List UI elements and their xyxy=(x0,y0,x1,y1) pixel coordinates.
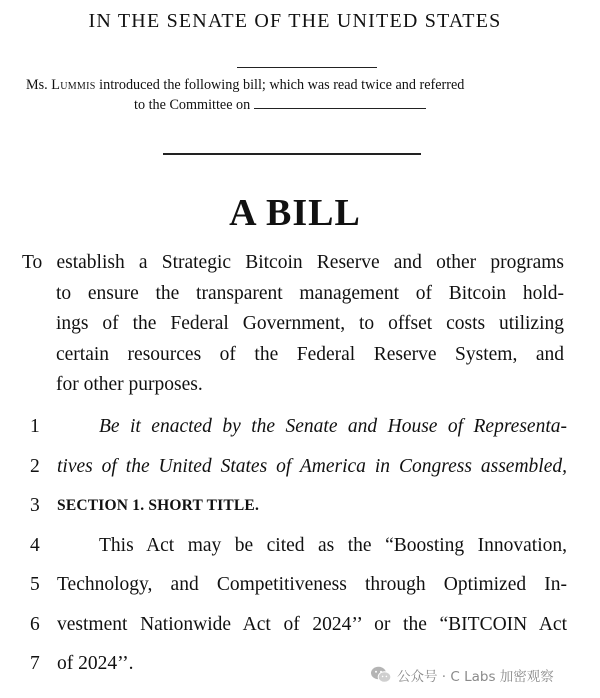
section-text: This Act may be cited as the “Boosting Innovation, xyxy=(99,535,567,556)
section-text: Technology, and Competitiveness through Optimized In- xyxy=(57,574,567,595)
line-number: 3 xyxy=(30,495,40,516)
bill-title: A BILL xyxy=(229,192,361,234)
bill-line xyxy=(0,570,600,600)
line-number: 4 xyxy=(30,535,40,556)
enacting-clause: Be it enacted by the Senate and House of Representa- xyxy=(99,416,567,437)
line-number: 2 xyxy=(30,456,40,477)
line-number: 7 xyxy=(30,653,40,674)
intro-line-2 xyxy=(26,95,571,115)
watermark-text: 公众号 · C Labs 加密观察 xyxy=(397,669,554,685)
line-number: 1 xyxy=(30,416,40,437)
wechat-icon xyxy=(370,665,392,685)
watermark xyxy=(370,662,554,688)
intro-text: introduced the following bill; which was read twice and referred xyxy=(99,77,465,93)
long-rule xyxy=(163,153,421,155)
purpose-line: for other purposes. xyxy=(56,374,203,395)
bill-line xyxy=(0,491,600,521)
bill-line xyxy=(0,412,600,442)
line-number: 6 xyxy=(30,614,40,635)
committee-label: to the Committee on xyxy=(134,97,251,113)
purpose-line: To establish a Strategic Bitcoin Reserve and other programs xyxy=(22,252,564,273)
purpose-line: ings of the Federal Government, to offset costs utilizing xyxy=(56,313,564,334)
purpose-line: to ensure the transparent management of Bitcoin hold- xyxy=(56,282,564,304)
line-number: 5 xyxy=(30,574,40,595)
enacting-clause: tives of the United States of America in Congress assembled, xyxy=(57,456,567,477)
purpose-line: certain resources of the Federal Reserve System, and xyxy=(56,343,564,365)
committee-blank xyxy=(254,96,426,109)
bill-line xyxy=(0,610,600,640)
section-text: vestment Nationwide Act of 2024’’ or the “BITCOIN Act xyxy=(57,614,567,635)
senate-heading: IN THE SENATE OF THE UNITED STATES xyxy=(88,10,502,32)
bill-line xyxy=(0,531,600,561)
short-rule xyxy=(237,67,377,68)
section-text: of 2024’’. xyxy=(57,653,134,674)
sponsor-name: Lummis xyxy=(51,77,96,93)
bill-purpose xyxy=(22,248,564,401)
bill-line xyxy=(0,452,600,482)
introduction-statement xyxy=(26,75,571,115)
section-heading: SECTION 1. SHORT TITLE. xyxy=(57,497,260,514)
intro-prefix: Ms. xyxy=(26,77,48,93)
